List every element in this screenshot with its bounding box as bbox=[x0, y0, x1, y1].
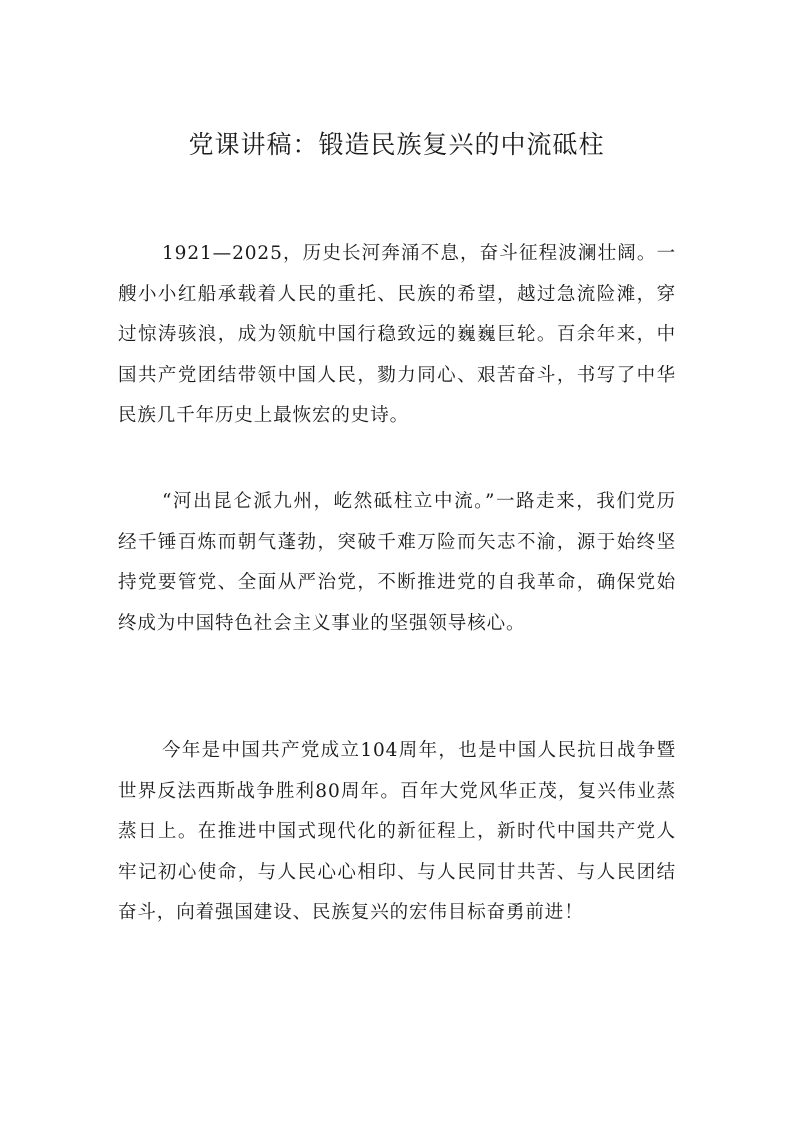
document-title: 党课讲稿：锻造民族复兴的中流砥柱 bbox=[188, 130, 605, 159]
paragraph-2: “河出昆仑派九州，屹然砥柱立中流。”一路走来，我们党历经千锤百炼而朝气蓬勃，突破千难万险而矢志不渝，源于始终坚持党要管党、全面从严治党，不断推进党的自我革命，确保党始终成为中国特色社会主义事业的坚强领导核心。 bbox=[118, 491, 676, 634]
paragraph-3: 今年是中国共产党成立104周年，也是中国人民抗日战争暨世界反法西斯战争胜利80周年。百年大党风华正茂，复兴伟业蒸蒸日上。在推进中国式现代化的新征程上，新时代中国共产党人牢记初心使命，与人民心心相印、与人民同甘共苦、与人民团结奋斗，向着强国建设、民族复兴的宏伟目标奋勇前进！ bbox=[118, 740, 676, 924]
paragraph-1: 1921—2025，历史长河奔涌不息，奋斗征程波澜壮阔。一艘小小红船承载着人民的重托、民族的希望，越过急流险滩，穿过惊涛骇浪，成为领航中国行稳致远的巍巍巨轮。百余年来，中国共产党团结带领中国人民，勠力同心、艰苦奋斗，书写了中华民族几千年历史上最恢宏的史诗。 bbox=[118, 243, 676, 427]
